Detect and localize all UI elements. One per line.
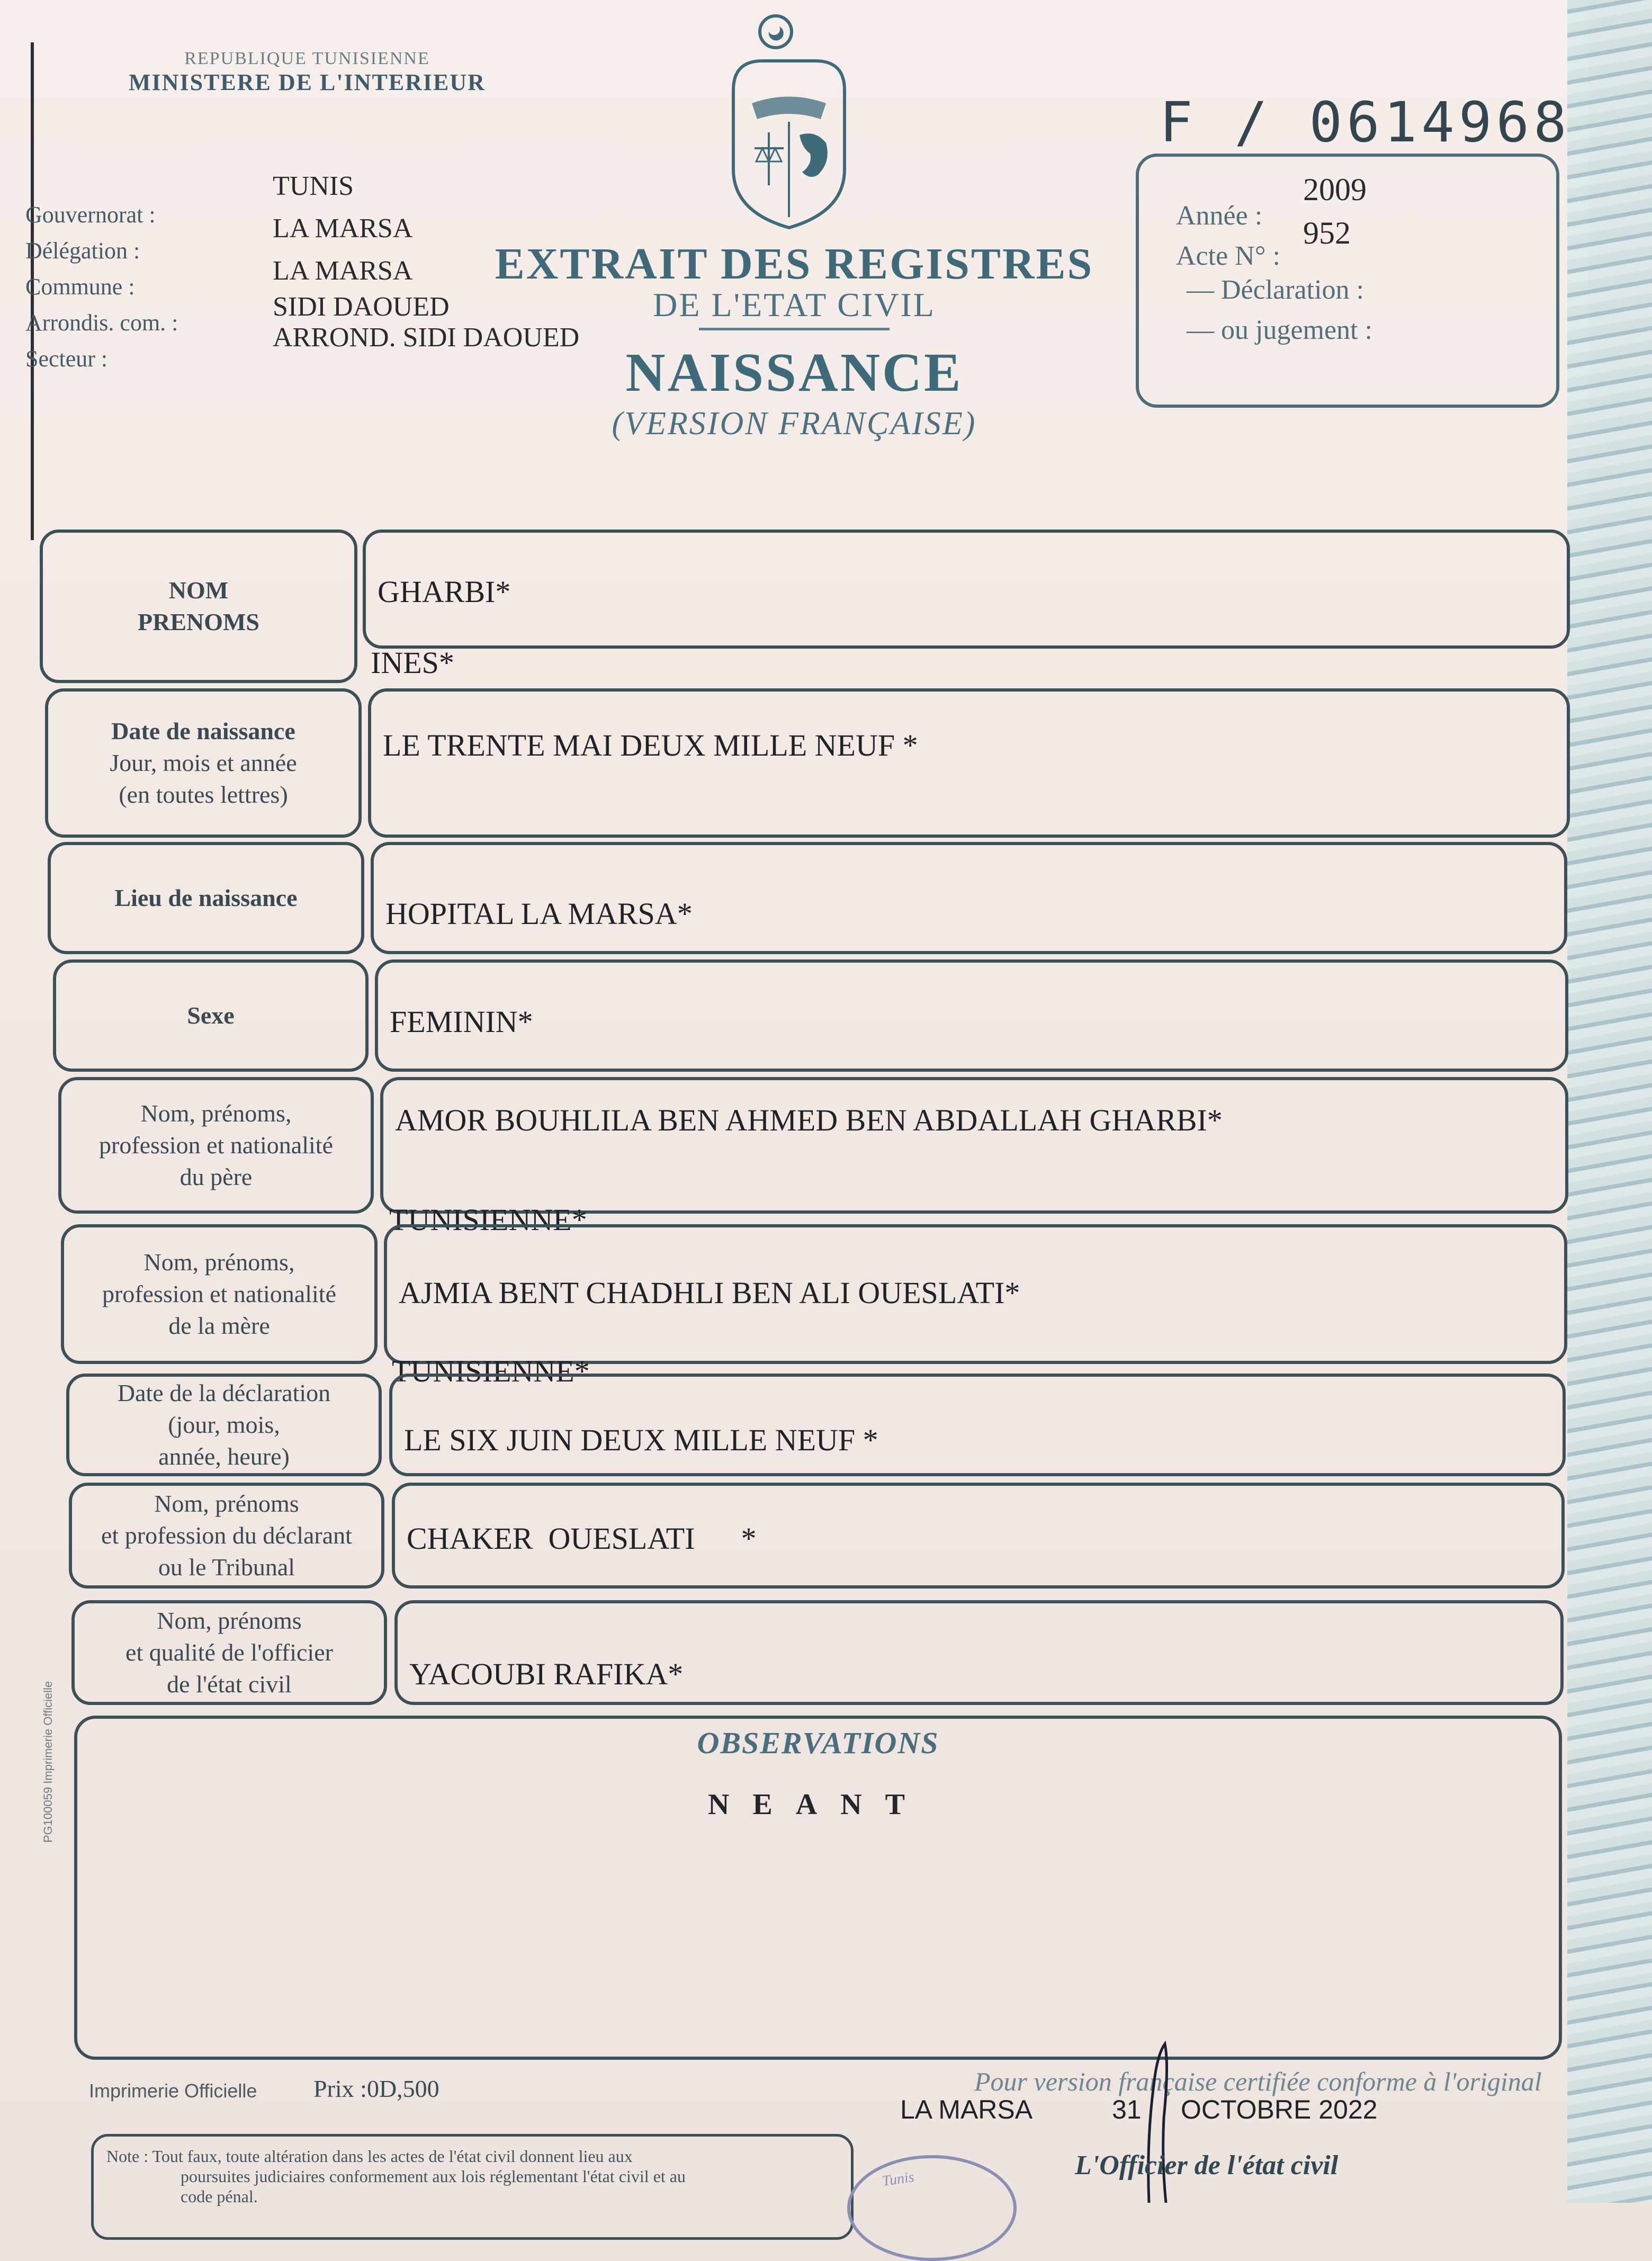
issue-month-year: OCTOBRE 2022 xyxy=(1181,2095,1378,2124)
security-border xyxy=(1567,0,1652,2203)
row-name xyxy=(40,530,1570,683)
act-box xyxy=(1136,154,1559,408)
sex-value: FEMININ* xyxy=(390,1004,533,1039)
commune-label: Commune : xyxy=(25,274,135,300)
act-number-value: 952 xyxy=(1303,216,1351,250)
note-line-3: code pénal. xyxy=(181,2187,258,2206)
mother-value-box xyxy=(384,1224,1567,1364)
sex-label: Sexe xyxy=(53,959,369,1072)
father-label-2: profession et nationalité xyxy=(99,1132,333,1159)
father-value: AMOR BOUHLILA BEN AHMED BEN ABDALLAH GHARBI* xyxy=(395,1103,1223,1137)
arrondissement-value: SIDI DAOUED xyxy=(273,292,450,322)
coat-of-arms-icon xyxy=(710,11,868,233)
mother-nationality: TUNISIENNE* xyxy=(392,1354,590,1388)
row-declaration xyxy=(66,1374,1566,1476)
birth-date-label-2: Jour, mois et année xyxy=(110,749,297,776)
officer-signature-heading: L'Officier de l'état civil xyxy=(1075,2150,1339,2181)
declaration-date-label xyxy=(66,1374,382,1476)
governorate-value: TUNIS xyxy=(273,171,354,201)
birth-place-value-box xyxy=(371,842,1567,954)
year-value: 2009 xyxy=(1303,172,1367,207)
declarant-value-box xyxy=(392,1483,1565,1589)
declaration-label-3: année, heure) xyxy=(158,1443,290,1470)
birth-date-label xyxy=(45,688,362,838)
serial-number: F / 0614968 xyxy=(1160,90,1571,155)
sex-value-box xyxy=(375,959,1568,1072)
officer-value: YACOUBI RAFIKA* xyxy=(409,1657,684,1691)
name-value: GHARBI* xyxy=(378,575,511,609)
declarant-label-3: ou le Tribunal xyxy=(158,1554,295,1581)
birth-date-value: LE TRENTE MAI DEUX MILLE NEUF * xyxy=(383,728,918,762)
commune-value: LA MARSA xyxy=(273,256,413,286)
mother-label-2: profession et nationalité xyxy=(102,1280,336,1307)
act-number-label: Acte N° : xyxy=(1176,241,1280,271)
declaration-value-box xyxy=(389,1374,1566,1476)
title-version: (VERSION FRANÇAISE) xyxy=(612,406,977,442)
father-label-1: Nom, prénoms, xyxy=(140,1100,292,1127)
birth-place-value: HOPITAL LA MARSA* xyxy=(385,896,693,931)
declaration-value: LE SIX JUIN DEUX MILLE NEUF * xyxy=(404,1423,878,1457)
note-line-2: poursuites judiciaires conformement aux lois réglementant l'état civil et au xyxy=(181,2167,686,2186)
observations-heading: OBSERVATIONS xyxy=(697,1726,939,1760)
judgment-label: — ou jugement : xyxy=(1187,315,1372,345)
printer-label: Imprimerie Officielle xyxy=(89,2080,257,2102)
father-label xyxy=(58,1077,374,1214)
mother-value: AJMIA BENT CHADHLI BEN ALI OUESLATI* xyxy=(399,1276,1020,1310)
officer-label-1: Nom, prénoms xyxy=(157,1607,302,1634)
officer-label-2: et qualité de l'officier xyxy=(125,1639,333,1666)
republic-label: REPUBLIQUE TUNISIENNE xyxy=(184,49,430,68)
declaration-label-2: (jour, mois, xyxy=(168,1411,280,1438)
official-stamp xyxy=(847,2155,1017,2261)
delegation-label: Délégation : xyxy=(25,238,140,264)
sector-label: Secteur : xyxy=(25,346,108,372)
birth-date-label-1: Date de naissance xyxy=(111,717,295,744)
delegation-value: LA MARSA xyxy=(273,213,413,244)
mother-label-3: de la mère xyxy=(168,1312,270,1339)
row-birth-place xyxy=(48,842,1567,954)
name-value-box xyxy=(363,530,1570,649)
row-officer xyxy=(71,1600,1564,1705)
year-label: Année : xyxy=(1176,201,1263,231)
birth-date-label-3: (en toutes lettres) xyxy=(119,781,288,808)
father-label-3: du père xyxy=(179,1163,253,1190)
birth-date-value-box xyxy=(368,688,1570,838)
officer-value-box xyxy=(394,1600,1564,1705)
row-father xyxy=(58,1077,1568,1214)
title-line-1: EXTRAIT DES REGISTRES xyxy=(495,239,1094,289)
mother-label xyxy=(61,1224,378,1364)
side-print: PG100059 Imprimerie Officielle xyxy=(41,1681,55,1843)
legal-note xyxy=(91,2134,854,2240)
declarant-label-2: et profession du déclarant xyxy=(101,1522,352,1549)
title-line-2: DE L'ETAT CIVIL xyxy=(653,286,936,324)
issue-day: 31 xyxy=(1112,2095,1142,2124)
observations-value: NEANT xyxy=(707,1788,929,1821)
declaration-label-1: Date de la déclaration xyxy=(117,1379,331,1406)
title-naissance: NAISSANCE xyxy=(625,342,963,403)
father-nationality: TUNISIENNE* xyxy=(389,1203,587,1237)
name-label-nom: NOM xyxy=(168,577,229,604)
ministry-header xyxy=(106,49,508,96)
sector-value: ARROND. SIDI DAOUED xyxy=(273,322,580,353)
declarant-value: CHAKER OUESLATI * xyxy=(407,1521,757,1556)
declaration-label: — Déclaration : xyxy=(1187,275,1364,305)
note-line-1: Note : Tout faux, toute altération dans les actes de l'état civil donnent lieu aux xyxy=(106,2147,633,2166)
price-label: Prix :0D,500 xyxy=(313,2075,439,2102)
ministry-label: MINISTERE DE L'INTERIEUR xyxy=(129,69,486,95)
certification-text: Pour version française certifiée conforme à l'original xyxy=(974,2067,1542,2096)
name-label xyxy=(40,530,357,683)
arrondissement-label: Arrondis. com. : xyxy=(25,310,178,336)
officer-label xyxy=(71,1600,387,1705)
observations-box xyxy=(74,1716,1562,2060)
row-mother xyxy=(61,1224,1567,1364)
name-label-prenoms: PRENOMS xyxy=(138,608,259,635)
declarant-label-1: Nom, prénoms xyxy=(154,1490,299,1517)
stamp-text: Tunis xyxy=(881,2168,915,2190)
issue-place: LA MARSA xyxy=(900,2095,1033,2124)
row-declarant xyxy=(69,1483,1565,1589)
row-sex xyxy=(53,959,1568,1072)
governorate-label: Gouvernorat : xyxy=(25,202,156,228)
title-rule xyxy=(699,328,890,330)
admin-labels xyxy=(25,197,178,377)
first-name-value: INES* xyxy=(371,645,454,680)
officer-label-3: de l'état civil xyxy=(167,1671,292,1698)
row-birth-date xyxy=(45,688,1570,838)
father-value-box xyxy=(380,1077,1568,1214)
declarant-label xyxy=(69,1483,384,1589)
mother-label-1: Nom, prénoms, xyxy=(143,1249,295,1276)
birth-place-label: Lieu de naissance xyxy=(48,842,364,954)
document-title xyxy=(477,238,1112,443)
